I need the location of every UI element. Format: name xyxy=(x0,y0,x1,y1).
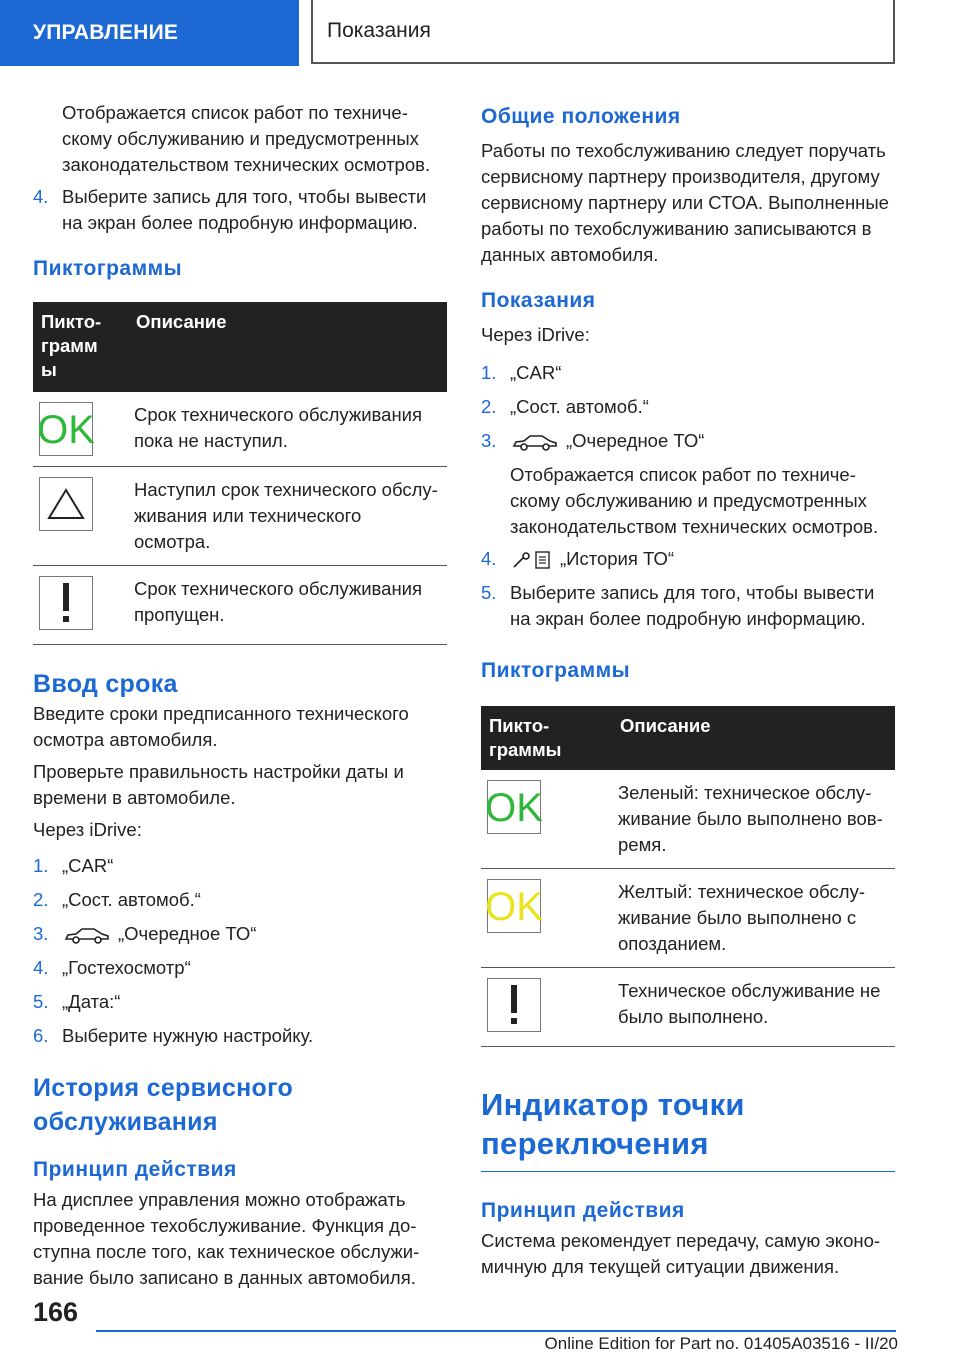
list-item xyxy=(481,394,895,420)
car-icon xyxy=(64,926,110,944)
step-number: 2. xyxy=(33,889,49,910)
step-text: Выберите нужную настройку. xyxy=(62,1025,314,1046)
list-item xyxy=(33,955,447,981)
pictogram-cell xyxy=(481,968,612,1047)
table-header-row xyxy=(33,302,447,392)
car-icon xyxy=(512,433,558,451)
pictogram-cell xyxy=(481,869,612,968)
description-cell: Зеленый: техническое обслуживание было выполнено вовремя. xyxy=(612,770,895,869)
paragraph: Введите сроки предписанного технического осмотра автомобиля. xyxy=(33,703,409,750)
step-label: „История ТО“ xyxy=(560,548,675,569)
paragraph: Система рекомендует передачу, самую экономичную для текущей ситуации движения. xyxy=(481,1230,881,1277)
pictograms-heading: Пиктограммы xyxy=(481,659,631,682)
pictograms-table xyxy=(33,302,447,645)
svg-text:OK: OK xyxy=(485,786,543,830)
step-text xyxy=(510,546,895,572)
service-history-heading: История сервисного обслуживания xyxy=(33,1074,294,1136)
exclamation-icon xyxy=(39,576,93,630)
description-cell: Желтый: техническое обслуживание было выполнено с опозданием. xyxy=(612,869,895,968)
pictogram-cell xyxy=(33,467,128,566)
table-header-row xyxy=(481,706,895,770)
step-number: 4. xyxy=(33,186,49,207)
step-text: „CAR“ xyxy=(510,362,562,383)
table-row xyxy=(481,968,895,1047)
pictogram-cell xyxy=(33,566,128,645)
list-item xyxy=(33,989,447,1015)
description-cell: Техническое обслуживание не было выполнено. xyxy=(612,968,895,1047)
step-text: Выберите запись для того, чтобы вывести на экран более подробную информацию. xyxy=(62,186,427,233)
step-number: 1. xyxy=(481,362,497,383)
list-item xyxy=(33,853,447,879)
date-entry-heading: Ввод срока xyxy=(33,670,178,698)
step-text xyxy=(62,921,447,947)
footer-rule xyxy=(96,1330,896,1332)
paragraph: Работы по техобслуживанию следует поручать сервисному партнеру производителя, другому сервисному партнеру или СТОА. Выполненные работы по техобслуживанию записываются в данных автомобиля. xyxy=(481,140,889,265)
pictogram-cell xyxy=(33,392,128,467)
paragraph: Проверьте правильность настройки даты и времени в автомобиле. xyxy=(33,761,404,808)
step-text: „Сост. автомоб.“ xyxy=(510,396,649,417)
step-number: 3. xyxy=(481,430,497,451)
general-heading: Общие положения xyxy=(481,105,681,128)
via-idrive: Через iDrive: xyxy=(481,324,590,345)
list-item xyxy=(481,580,895,632)
table-row xyxy=(481,869,895,968)
svg-text:OK: OK xyxy=(37,408,95,452)
display-heading: Показания xyxy=(481,289,596,312)
pictograms-table xyxy=(481,706,895,1047)
step-label: „Очередное ТО“ xyxy=(118,923,257,944)
step-text: Выберите запись для того, чтобы вывести на экран более подробную информацию. xyxy=(510,582,875,629)
svg-text:OK: OK xyxy=(485,885,543,929)
heading-rule xyxy=(481,1171,895,1172)
principle-heading: Принцип действия xyxy=(33,1158,237,1181)
principle-heading: Принцип действия xyxy=(481,1199,685,1222)
table-row xyxy=(33,566,447,645)
topic-tab[interactable]: Показания xyxy=(311,0,895,64)
ok-yellow-icon xyxy=(487,879,541,933)
ok-green-icon xyxy=(39,402,93,456)
column-header-pictogram: Пиктограмм ы xyxy=(33,302,128,392)
pictogram-cell xyxy=(481,770,612,869)
step-number: 1. xyxy=(33,855,49,876)
step-number: 4. xyxy=(33,957,49,978)
left-column xyxy=(33,100,447,1297)
edition-text: Online Edition for Part no. 01405A03516 - II/20 xyxy=(544,1334,898,1353)
list-item xyxy=(481,546,895,572)
step-text: „Гостехосмотр“ xyxy=(62,957,191,978)
column-header-pictogram: Пиктограммы xyxy=(481,706,612,770)
step-description: Отображается список работ по техническому обслуживанию и предусмотренных законодательством технических осмотров. xyxy=(510,464,879,537)
step-number: 5. xyxy=(481,582,497,603)
description-cell: Наступил срок технического обслуживания или технического осмотра. xyxy=(128,467,447,566)
right-column xyxy=(481,100,895,1286)
intro-continuation: Отображается список работ по техническому обслуживанию и предусмотренных законодательством технических осмотров. xyxy=(62,102,431,175)
step-text: „CAR“ xyxy=(62,855,114,876)
shift-indicator-heading: Индикатор точки переключения xyxy=(481,1087,745,1161)
column-header-description: Описание xyxy=(612,706,895,770)
list-item xyxy=(33,921,447,947)
table-row xyxy=(481,770,895,869)
step-number: 3. xyxy=(33,923,49,944)
step-text: „Дата:“ xyxy=(62,991,121,1012)
via-idrive: Через iDrive: xyxy=(33,819,142,840)
paragraph: На дисплее управления можно отображать проведенное техобслуживание. Функция доступна после того, как техническое обслуживание было записано в данных автомобиля. xyxy=(33,1189,420,1288)
column-header-description: Описание xyxy=(128,302,447,392)
table-row xyxy=(33,392,447,467)
step-text xyxy=(510,428,895,454)
description-cell: Срок технического обслуживания пока не наступил. xyxy=(128,392,447,467)
step-number: 2. xyxy=(481,396,497,417)
list-item xyxy=(481,360,895,386)
list-item xyxy=(33,1023,447,1049)
exclamation-icon xyxy=(487,978,541,1032)
service-history-icon xyxy=(512,549,552,571)
step-text: „Сост. автомоб.“ xyxy=(62,889,201,910)
warning-triangle-icon xyxy=(39,477,93,531)
table-row xyxy=(33,467,447,566)
ok-green-icon xyxy=(487,780,541,834)
step-label: „Очередное ТО“ xyxy=(566,430,705,451)
list-item xyxy=(33,887,447,913)
description-cell: Срок технического обслуживания пропущен. xyxy=(128,566,447,645)
list-item xyxy=(33,184,447,236)
pictograms-heading: Пиктограммы xyxy=(33,257,183,280)
step-number: 4. xyxy=(481,548,497,569)
page-number: 166 xyxy=(33,1297,79,1327)
section-tab[interactable]: УПРАВЛЕНИЕ xyxy=(0,0,299,66)
step-number: 5. xyxy=(33,991,49,1012)
list-item xyxy=(481,428,895,454)
step-number: 6. xyxy=(33,1025,49,1046)
